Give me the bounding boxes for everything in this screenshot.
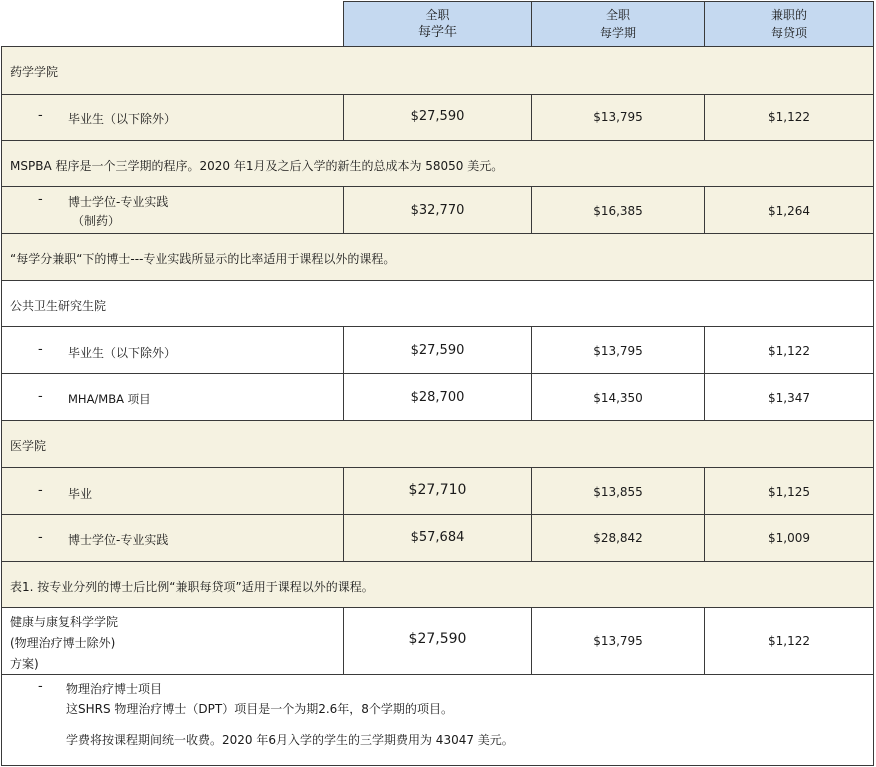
- bullet-dash: -: [38, 342, 43, 357]
- row-line: [1, 514, 874, 515]
- program-title: 物理治疗博士项目: [66, 682, 163, 696]
- row-line: [1, 674, 874, 675]
- bullet-dash: -: [38, 108, 43, 123]
- value-year: $27,710: [408, 482, 467, 498]
- program-label: 健康与康复科学学院: [10, 615, 119, 629]
- section-title: 医学院: [10, 439, 47, 453]
- row-line: [1, 280, 874, 281]
- program-label-sub: （制药）: [72, 214, 121, 228]
- bullet-dash: -: [38, 192, 43, 207]
- value-year: $27,590: [410, 109, 465, 124]
- program-label: 毕业生（以下除外）: [68, 112, 177, 126]
- value-semester: $13,855: [593, 485, 643, 499]
- row-line: [1, 233, 874, 234]
- col-line: [531, 326, 532, 420]
- program-desc: 这SHRS 物理治疗博士（DPT）项目是一个为期2.6年，8个学期的项目。: [66, 702, 453, 716]
- value-credit: $1,122: [768, 110, 810, 124]
- col-line: [704, 326, 705, 420]
- col-line: [343, 326, 344, 420]
- program-label: 毕业: [68, 487, 93, 501]
- row-line: [1, 326, 874, 327]
- value-semester: $16,385: [593, 204, 643, 218]
- section-title: 药学学院: [10, 65, 59, 79]
- value-semester: $13,795: [593, 634, 643, 648]
- program-label: MHA/MBA 项目: [68, 392, 151, 406]
- row-line: [1, 561, 874, 562]
- value-credit: $1,122: [768, 344, 810, 358]
- value-semester: $13,795: [593, 344, 643, 358]
- header-line: 全职: [425, 8, 450, 22]
- band-public-health: [2, 280, 873, 326]
- program-label-sub: (物理治疗博士除外): [10, 636, 116, 650]
- row-line: [1, 467, 874, 468]
- value-semester: $14,350: [593, 391, 643, 405]
- note-text: “每学分兼职“下的博士---专业实践所显示的比率适用于课程以外的课程。: [10, 252, 396, 266]
- header-line: 每贷项: [770, 26, 807, 40]
- header-line: 全职: [605, 8, 630, 22]
- header-line: 每学期: [599, 26, 636, 40]
- header-col-fulltime-year: [344, 6, 531, 42]
- program-label: 博士学位-专业实践: [68, 195, 169, 209]
- value-semester: $13,795: [593, 110, 643, 124]
- band-pharmacy-school: [2, 46, 873, 94]
- value-year: $57,684: [410, 530, 465, 545]
- program-label: 博士学位-专业实践: [68, 533, 169, 547]
- row-line: [1, 607, 874, 608]
- header-col-parttime-credit: [705, 6, 873, 42]
- col-line: [704, 467, 705, 561]
- bullet-dash: -: [38, 389, 43, 404]
- note-text: 表1. 按专业分列的博士后比例“兼职每贷项”适用于课程以外的课程。: [10, 580, 374, 594]
- header-line: 兼职的: [770, 8, 807, 22]
- header-line: 每学年: [417, 25, 457, 40]
- program-label-sub: 方案): [10, 657, 39, 671]
- table-left-border: [1, 46, 2, 765]
- value-credit: $1,125: [768, 485, 810, 499]
- row-line: [1, 420, 874, 421]
- value-year: $27,590: [410, 343, 465, 358]
- header-top-border: [343, 1, 874, 2]
- bullet-dash: -: [38, 530, 43, 545]
- program-fee-note: 学费将按课程期间统一收费。2020 年6月入学的学生的三学期费用为 43047 美元。: [66, 733, 514, 747]
- value-year: $28,700: [410, 390, 465, 405]
- header-right-border: [873, 1, 874, 46]
- table-bottom-border: [1, 765, 874, 766]
- section-title: 公共卫生研究生院: [10, 299, 107, 313]
- program-label: 毕业生（以下除外）: [68, 346, 177, 360]
- row-line: [1, 94, 874, 95]
- value-credit: $1,122: [768, 634, 810, 648]
- bullet-dash: -: [38, 483, 43, 498]
- col-line: [531, 467, 532, 561]
- header-col-fulltime-semester: [532, 6, 704, 42]
- note-text: MSPBA 程序是一个三学期的程序。2020 年1月及之后入学的新生的总成本为 58050 美元。: [10, 159, 504, 173]
- value-credit: $1,347: [768, 391, 810, 405]
- bullet-dash: -: [38, 679, 43, 694]
- value-credit: $1,264: [768, 204, 810, 218]
- value-year: $32,770: [410, 203, 465, 218]
- table-right-border: [873, 46, 874, 765]
- value-year: $27,590: [408, 631, 467, 647]
- row-line: [1, 186, 874, 187]
- band-medical-school: [2, 420, 873, 467]
- table-top-border: [1, 46, 874, 47]
- row-line: [1, 140, 874, 141]
- value-credit: $1,009: [768, 531, 810, 545]
- row-line: [1, 373, 874, 374]
- value-semester: $28,842: [593, 531, 643, 545]
